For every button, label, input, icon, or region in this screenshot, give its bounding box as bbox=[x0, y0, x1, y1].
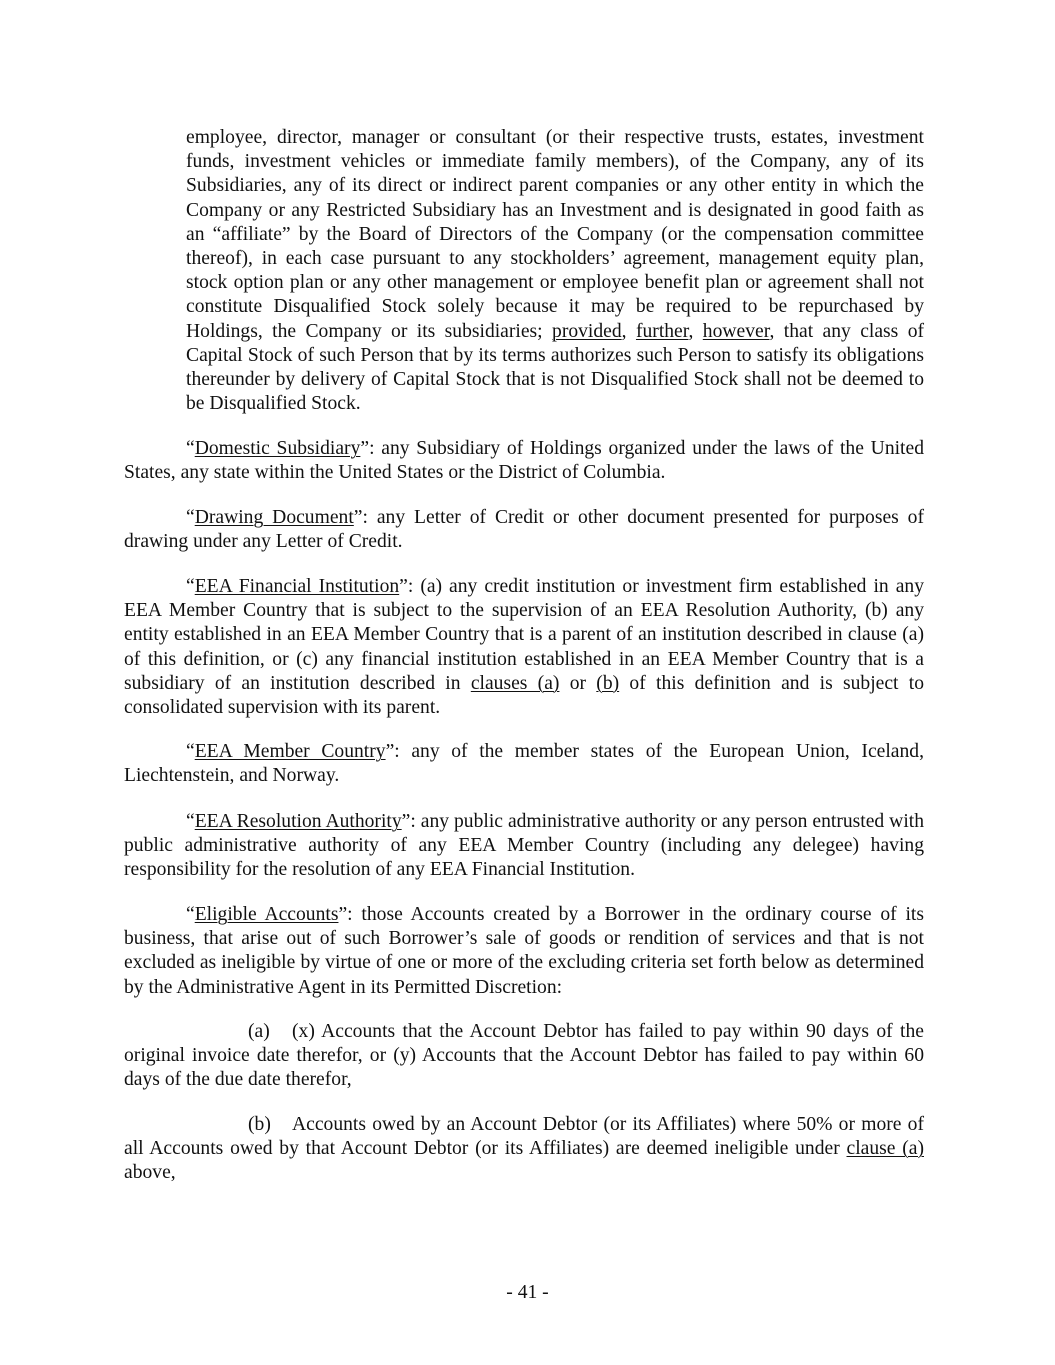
separator: , bbox=[621, 320, 636, 342]
close-quote: ”: bbox=[399, 576, 421, 597]
definition-eea-financial-institution bbox=[124, 575, 924, 720]
close-quote: ”: bbox=[338, 904, 362, 925]
clause-a bbox=[124, 1020, 924, 1093]
definition-drawing-document bbox=[124, 506, 924, 554]
definition-eea-member-country bbox=[124, 740, 924, 788]
defined-term: EEA Resolution Authority bbox=[194, 811, 402, 832]
clause-body: (x) Accounts that the Account Debtor has failed to pay within 90 days of the original invoice date therefor, or (y) Accounts that the Account Debtor has failed to pay within 60 days of the due date therefor, bbox=[124, 1021, 924, 1091]
definition-domestic-subsidiary bbox=[124, 437, 924, 485]
open-quote: “ bbox=[186, 811, 195, 832]
close-quote: ”: bbox=[385, 741, 412, 762]
definition-body: (a) any credit institution or investment firm established in any EEA Member Country that is subject to the supervision of an EEA Resolution Authority, (b) any entity established in an EEA Member Country that is a parent of an institution described in clause (a) of this definition, or (c) any financial institution established in an EEA Member Country that is a subsidiary of an institution described in bbox=[124, 576, 924, 694]
open-quote: “ bbox=[186, 741, 195, 762]
close-quote: ”: bbox=[353, 507, 377, 528]
page-number: - 41 - bbox=[506, 1282, 549, 1303]
clause-b bbox=[124, 1113, 924, 1186]
defined-term: EEA Financial Institution bbox=[194, 576, 400, 597]
definition-body: any of the member states of the European Union, Iceland, Liechtenstein, and Norway. bbox=[124, 741, 924, 787]
close-quote: ”: bbox=[401, 811, 421, 832]
open-quote: “ bbox=[186, 507, 195, 528]
clause-body: Accounts owed by an Account Debtor (or its Affiliates) where 50% or more of all Accounts owed by that Account Debtor (or its Affiliates) are deemed ineligible under bbox=[124, 1114, 924, 1160]
definition-body: those Accounts created by a Borrower in the ordinary course of its business, that arise out of such Borrower’s sale of goods or rendition of services and that is not excluded as ineligible by virtue of one or more of the excluding criteria set forth below as determined by the Administrative Agent in its Permitted Discretion: bbox=[124, 904, 924, 998]
clause-reference: clauses (a) bbox=[470, 672, 560, 694]
close-quote: ”: bbox=[360, 438, 382, 459]
defined-term: Drawing Document bbox=[194, 507, 354, 528]
provided-term: provided bbox=[552, 320, 622, 342]
continuation-text-2: , that any class of Capital Stock of such Person that by its terms authorizes such Person to satisfy its obligations thereunder by delivery of Capital Stock that is not Disqualified Stock shall not be deemed to be Disqualified Stock. bbox=[186, 320, 925, 415]
clause-label: (a) bbox=[248, 1021, 270, 1042]
defined-term: Eligible Accounts bbox=[194, 904, 339, 925]
however-term: however bbox=[702, 320, 770, 342]
defined-term: EEA Member Country bbox=[194, 741, 386, 762]
definition-body: any Letter of Credit or other document presented for purposes of drawing under any Letter of Credit. bbox=[124, 507, 925, 553]
open-quote: “ bbox=[186, 576, 195, 597]
definition-eligible-accounts bbox=[124, 903, 924, 1000]
clause-body-end: above, bbox=[124, 1162, 176, 1184]
further-term: further bbox=[635, 320, 689, 342]
definition-body: any public administrative authority or any person entrusted with public administrative authority of any EEA Member Country (including any delegee) having responsibility for the resolution of any EEA Financial Institution. bbox=[124, 811, 925, 881]
continuation-text-1: employee, director, manager or consultant (or their respective trusts, estates, investment funds, investment vehicles or immediate family members), of the Company, any of its Subsidiaries, any of its direct or indirect parent companies or any other entity in which the Company or any Restricted Subsidiary has an Investment and is designated in good faith as an “affiliate” by the Board of Directors of the Company (or the compensation committee thereof), in each case pursuant to any stockholders’ agreement, management equity plan, stock option plan or any other management or employee benefit plan or agreement shall not constitute Disqualified Stock solely because it may be required to be repurchased by Holdings, the Company or its subsidiaries; bbox=[186, 127, 924, 342]
definition-eea-resolution-authority bbox=[124, 810, 924, 883]
clause-reference: (b) bbox=[596, 672, 620, 694]
connector-text: or bbox=[559, 672, 597, 694]
continuation-paragraph bbox=[186, 126, 924, 416]
clause-reference: clause (a) bbox=[846, 1138, 924, 1160]
open-quote: “ bbox=[186, 904, 195, 925]
defined-term: Domestic Subsidiary bbox=[194, 438, 361, 459]
definition-body: any Subsidiary of Holdings organized under the laws of the United States, any state within the United States or the District of Columbia. bbox=[124, 438, 924, 484]
clause-label: (b) bbox=[248, 1114, 271, 1135]
separator: , bbox=[688, 320, 703, 342]
open-quote: “ bbox=[186, 438, 195, 459]
definition-body-end: of this definition and is subject to consolidated supervision with its parent. bbox=[124, 672, 924, 719]
